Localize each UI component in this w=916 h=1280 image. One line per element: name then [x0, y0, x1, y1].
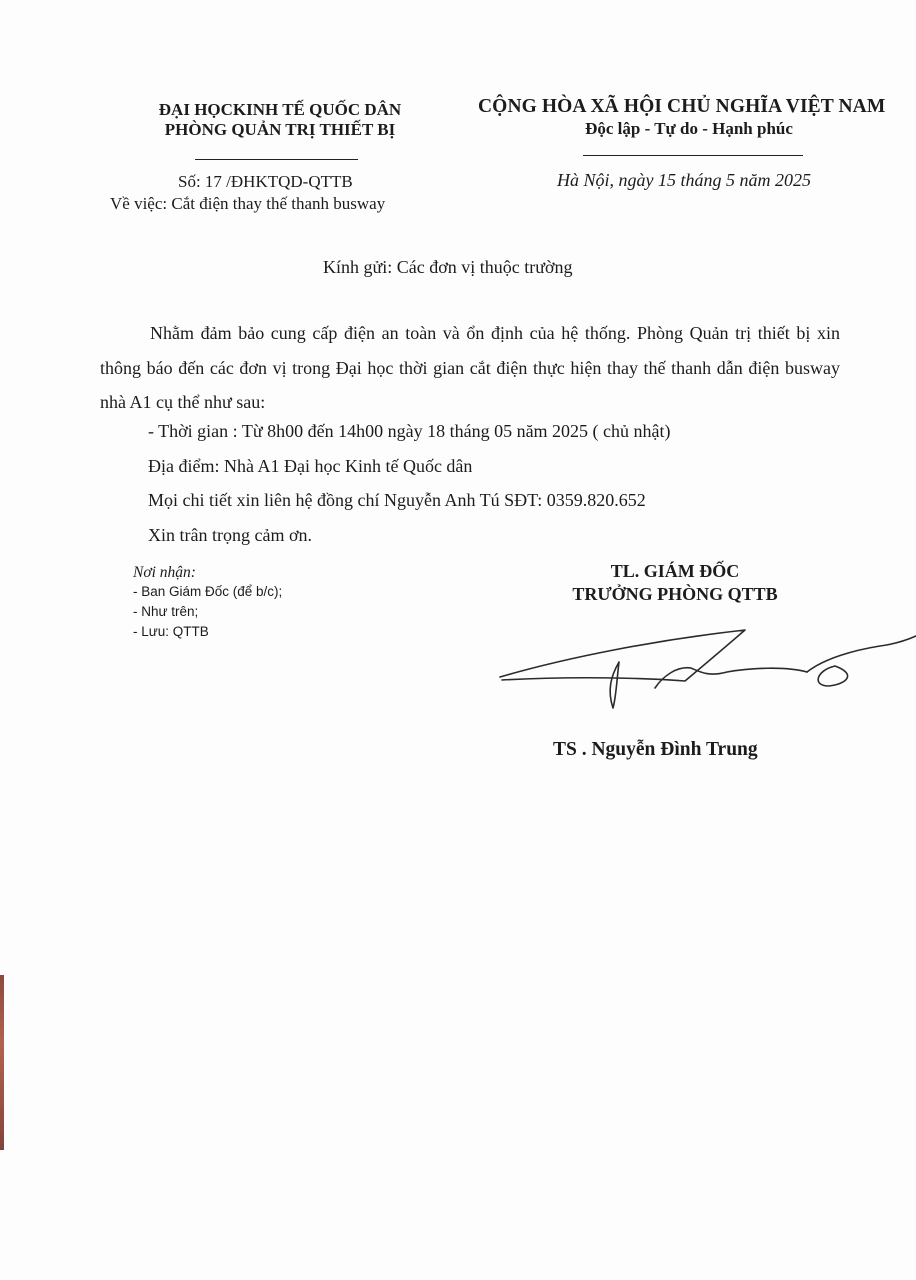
nation-title: CỘNG HÒA XÃ HỘI CHỦ NGHĨA VIỆT NAM — [478, 96, 886, 117]
department-name: PHÒNG QUẢN TRỊ THIẾT BỊ — [164, 120, 396, 139]
signature-stroke — [610, 662, 619, 708]
recipients-title: Nơi nhận: — [133, 564, 196, 581]
body-location: Địa điểm: Nhà A1 Đại học Kinh tế Quốc dân — [148, 456, 473, 476]
signature-stroke — [807, 636, 916, 672]
document-number: Số: 17 /ĐHKTQD-QTTB — [178, 172, 353, 191]
signature-stroke — [655, 668, 807, 688]
nation-motto: Độc lập - Tự do - Hạnh phúc — [585, 119, 793, 138]
body-contact: Mọi chi tiết xin liên hệ đồng chí Nguyễn Anh Tú SĐT: 0359.820.652 — [148, 490, 646, 510]
place-and-date: Hà Nội, ngày 15 tháng 5 năm 2025 — [557, 170, 811, 190]
signature-stroke — [818, 666, 847, 686]
body-time: - Thời gian : Từ 8h00 đến 14h00 ngày 18 tháng 05 năm 2025 ( chủ nhật) — [148, 421, 671, 441]
signature-title-1: TL. GIÁM ĐỐC — [610, 561, 740, 581]
recipients-item: - Lưu: QTTB — [133, 624, 209, 639]
body-closing: Xin trân trọng cảm ơn. — [148, 525, 312, 545]
header-right-divider — [583, 155, 803, 156]
recipients-item: - Ban Giám Đốc (để b/c); — [133, 584, 283, 599]
signer-name: TS . Nguyễn Đình Trung — [553, 739, 758, 760]
scan-edge-mark — [0, 975, 4, 1150]
recipients-item: - Như trên; — [133, 604, 199, 619]
handwritten-signature — [495, 598, 916, 718]
recipient-line: Kính gửi: Các đơn vị thuộc trường — [323, 257, 573, 277]
body-paragraph: Nhằm đảm bảo cung cấp điện an toàn và ổn định của hệ thống. Phòng Quản trị thiết bị xin thông báo đến các đơn vị trong Đại học thời gian cắt điện thực hiện thay thế thanh dẫn điện busway nhà A1 cụ thể như sau: — [100, 323, 840, 412]
signature-title-2: TRƯỞNG PHÒNG QTTB — [572, 584, 778, 604]
header-left-divider — [195, 159, 358, 160]
organization-name: ĐẠI HỌCKINH TẾ QUỐC DÂN — [158, 100, 402, 119]
document-subject: Về việc: Cắt điện thay thế thanh busway — [110, 194, 386, 213]
